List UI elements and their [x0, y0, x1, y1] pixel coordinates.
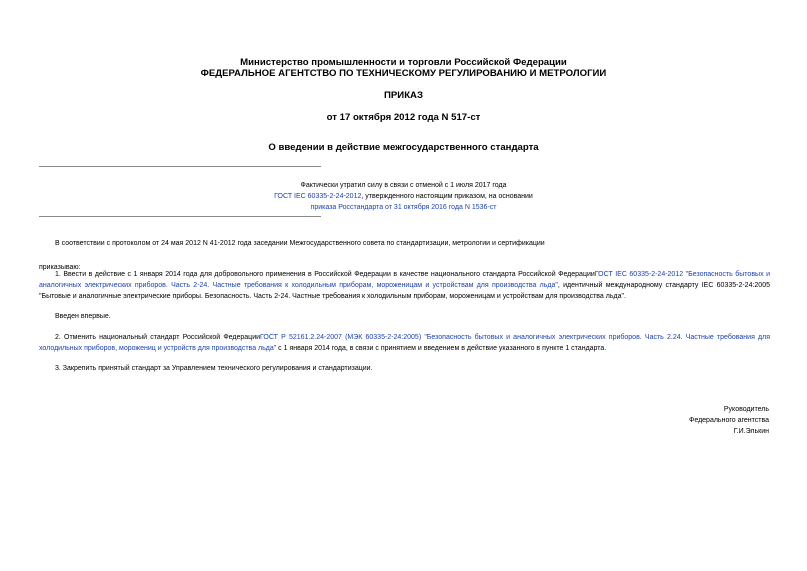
gost-r-link[interactable]: ГОСТ Р 52161.2.24-2007 (МЭК 60335-2-24:2005) "Безопасность бытовых и аналогичных электрических приборов. Часть 2.24. Частные требования для холодильных приборов, морожениц и устройств для производства льда"	[39, 334, 770, 352]
status-note-line1: Фактически утратил силу в связи с отменой с 1 июля 2017 года	[300, 182, 507, 189]
standard-link[interactable]: ГОСТ IEC 60335-2-24-2012	[274, 193, 362, 200]
status-note-line2-text: , утвержденного настоящим приказом, на основании	[361, 193, 533, 200]
item-2	[39, 332, 770, 354]
item-1	[39, 269, 770, 302]
item-1-text: 1. Ввести в действие с 1 января 2014 года для добровольного применения в Российской Федерации в качестве национального стандарта Российской Федерации	[55, 271, 595, 278]
item-3: 3. Закрепить принятый стандарт за Управлением технического регулирования и стандартизации.	[55, 365, 373, 372]
item-2-rest: с 1 января 2014 года, в связи с принятием и введением в действие указанного в пункте 1 стандарта.	[276, 345, 607, 352]
order-word: приказываю:	[39, 264, 81, 271]
item-2-text: 2. Отменить национальный стандарт Российской Федерации	[55, 334, 261, 341]
introduced-note: Введен впервые.	[55, 313, 111, 320]
date-number: от 17 октября 2012 года N 517-ст	[326, 112, 481, 123]
divider-bottom	[39, 216, 321, 217]
document-subject: О введении в действие межгосударственного стандарта	[268, 142, 539, 153]
document-type: ПРИКАЗ	[384, 90, 423, 101]
item-1-rest: , идентичный международному стандарту IEC 60335-2-24:2005 "Бытовые и аналогичные электрические приборы. Безопасность. Часть 2-24. Частные требования к холодильным приборам, мороженицам и устройствам для производства льда".	[39, 282, 770, 300]
status-note-line2	[0, 191, 807, 202]
agency-title: ФЕДЕРАЛЬНОЕ АГЕНТСТВО ПО ТЕХНИЧЕСКОМУ РЕГУЛИРОВАНИЮ И МЕТРОЛОГИИ	[200, 68, 607, 79]
divider-top	[39, 166, 321, 167]
signature-position: Руководитель	[723, 406, 769, 413]
status-note-line3	[0, 202, 807, 213]
ministry-title: Министерство промышленности и торговли Российской Федерации	[240, 57, 567, 68]
gost-iec-link[interactable]: ГОСТ IEC 60335-2-24-2012 "Безопасность бытовых и аналогичных электрических приборов. Часть 2-24. Частные требования к холодильным приборам, мороженицам и устройствам для производства льда"	[39, 271, 770, 289]
preamble: В соответствии с протоколом от 24 мая 2012 N 41-2012 года заседании Межгосударственного совета по стандартизации, метрологии и сертификации	[55, 240, 545, 247]
signature-name: Г.И.Элькин	[733, 428, 769, 435]
signature-organization: Федерального агентства	[689, 417, 769, 424]
cancel-order-link[interactable]: приказа Росстандарта от 31 октября 2016 года N 1536-ст	[310, 204, 497, 211]
